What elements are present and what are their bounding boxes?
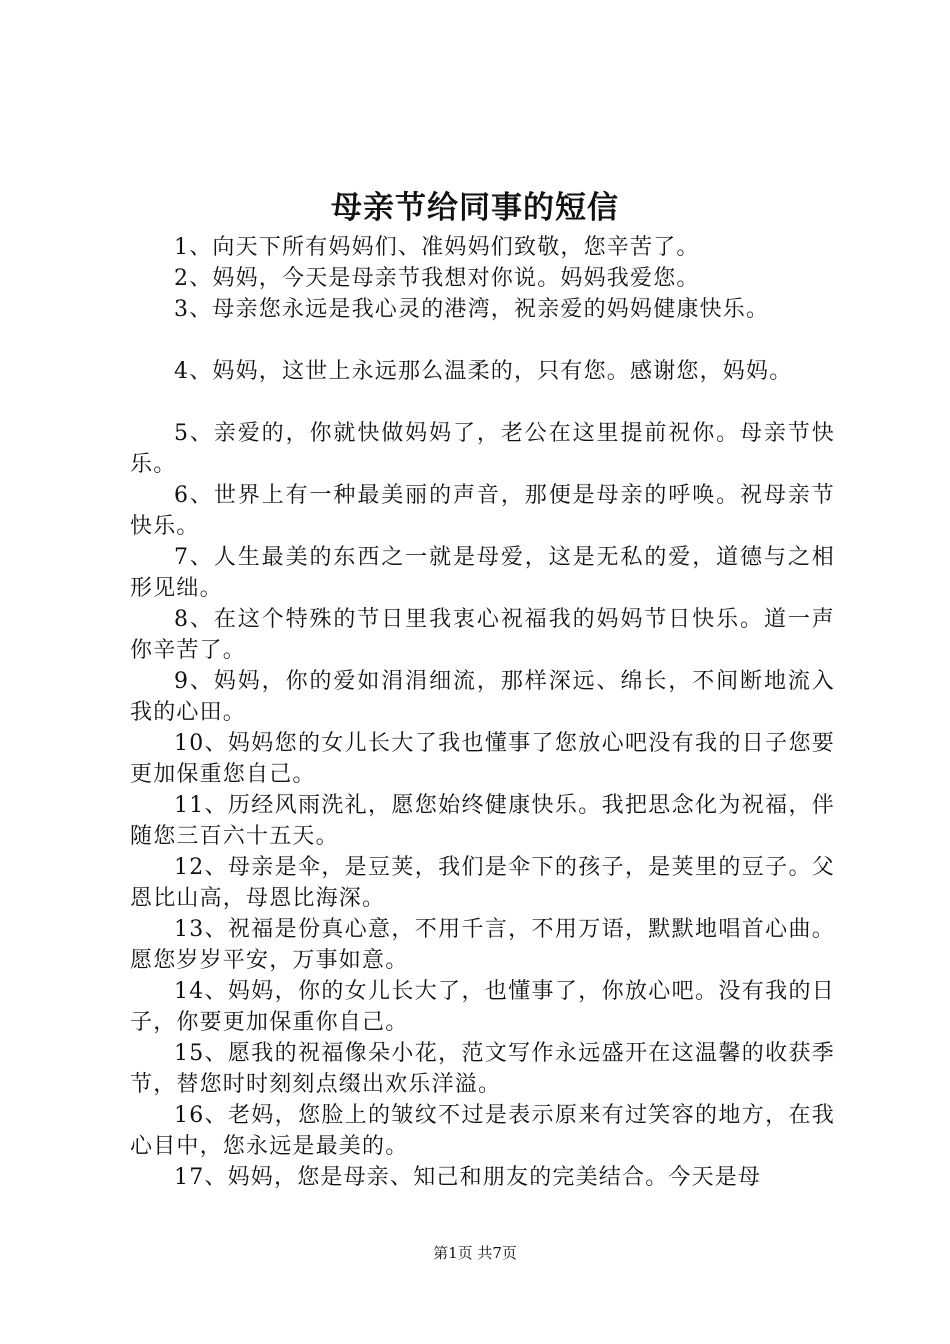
page-footer: 第1页 共7页 [433,1244,517,1262]
document-body [130,232,835,1193]
paragraph-12: 12、母亲是伞，是豆荚，我们是伞下的孩子，是荚里的豆子。父恩比山高，母恩比海深。 [130,855,835,911]
paragraph-9: 9、妈妈，你的爱如涓涓细流，那样深远、绵长，不间断地流入我的心田。 [130,669,835,725]
paragraph-1: 1、向天下所有妈妈们、准妈妈们致敬，您辛苦了。 [174,235,700,260]
paragraph-14: 14、妈妈，你的女儿长大了，也懂事了，你放心吧。没有我的日子，你要更加保重你自己。 [130,979,835,1035]
paragraph-13: 13、祝福是份真心意，不用千言，不用万语，默默地唱首心曲。愿您岁岁平安，万事如意。 [130,917,835,973]
paragraph-11: 11、历经风雨洗礼，愿您始终健康快乐。我把思念化为祝福，伴随您三百六十五天。 [130,793,835,849]
paragraph-7: 7、人生最美的东西之一就是母爱，这是无私的爱，道德与之相形见绌。 [130,545,835,601]
paragraph-8: 8、在这个特殊的节日里我衷心祝福我的妈妈节日快乐。道一声你辛苦了。 [130,607,835,663]
paragraph-6: 6、世界上有一种最美丽的声音，那便是母亲的呼唤。祝母亲节快乐。 [130,483,835,539]
paragraph-4: 4、妈妈，这世上永远那么温柔的，只有您。感谢您，妈妈。 [174,359,793,384]
paragraph-3: 3、母亲您永远是我心灵的港湾，祝亲爱的妈妈健康快乐。 [174,297,770,322]
paragraph-16: 16、老妈，您脸上的皱纹不过是表示原来有过笑容的地方，在我心目中，您永远是最美的。 [130,1103,835,1159]
paragraph-2: 2、妈妈，今天是母亲节我想对你说。妈妈我爱您。 [174,266,700,291]
paragraph-17: 17、妈妈，您是母亲、知己和朋友的完美结合。今天是母 [174,1165,762,1190]
paragraph-5: 5、亲爱的，你就快做妈妈了，老公在这里提前祝你。母亲节快乐。 [130,421,835,477]
paragraph-15: 15、愿我的祝福像朵小花，范文写作永远盛开在这温馨的收获季节，替您时时刻刻点缀出欢乐洋溢。 [130,1041,835,1097]
page-title: 母亲节给同事的短信 [331,190,619,226]
paragraph-10: 10、妈妈您的女儿长大了我也懂事了您放心吧没有我的日子您要更加保重您自己。 [130,731,835,787]
